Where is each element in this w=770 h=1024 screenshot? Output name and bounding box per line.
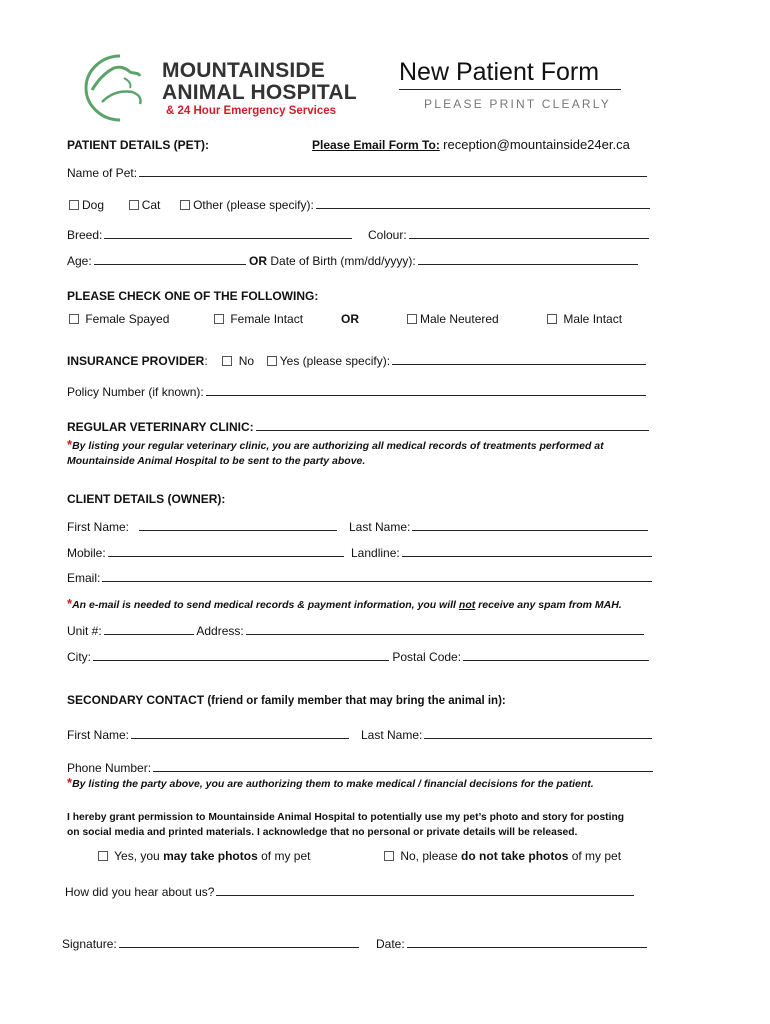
client-first-field[interactable] [139, 519, 337, 531]
insurance-label: INSURANCE PROVIDER [67, 354, 205, 368]
insurance-no-label: No [238, 354, 255, 368]
title-underline [399, 89, 621, 90]
date-label: Date: [376, 937, 405, 951]
client-email-row [67, 570, 652, 585]
photo-no-option [384, 849, 621, 863]
other-checkbox[interactable] [180, 200, 190, 210]
email-to-label: Please Email Form To: [312, 138, 440, 152]
female-intact-label: Female Intact [230, 312, 304, 326]
clinic-label: REGULAR VETERINARY CLINIC: [67, 420, 254, 434]
other-species-field[interactable] [316, 197, 650, 209]
breed-row [67, 227, 352, 242]
email-note-not: not [458, 599, 476, 611]
clinic-field[interactable] [256, 419, 649, 431]
secondary-note [67, 775, 594, 790]
address-field[interactable] [246, 623, 644, 635]
client-email-field[interactable] [102, 570, 652, 582]
logo-line3: & 24 Hour Emergency Services [166, 105, 337, 117]
date-row [376, 936, 647, 951]
photo-no-a: No, please [400, 849, 462, 863]
postal-field[interactable] [463, 649, 649, 661]
insurance-colon: : [204, 354, 208, 368]
dog-checkbox[interactable] [69, 200, 79, 210]
male-intact-label: Male Intact [563, 312, 623, 326]
mobile-label: Mobile: [67, 546, 106, 560]
pet-name-label: Name of Pet: [67, 166, 138, 180]
unit-label: Unit #: [67, 624, 102, 638]
dog-label: Dog [82, 198, 105, 212]
patient-heading: PATIENT DETAILS (PET): [67, 138, 209, 152]
hear-label: How did you hear about us? [65, 885, 215, 899]
male-neutered-label: Male Neutered [420, 312, 499, 326]
mountain-dog-icon [80, 50, 160, 125]
breed-label: Breed: [67, 228, 103, 242]
phone-field[interactable] [153, 760, 653, 772]
secondary-first-row [67, 727, 349, 742]
male-neutered-option [407, 312, 499, 326]
policy-label: Policy Number (if known): [67, 385, 204, 399]
client-last-label: Last Name: [349, 520, 411, 534]
secondary-last-row [361, 727, 652, 742]
landline-field[interactable] [402, 545, 652, 557]
unit-field[interactable] [104, 623, 194, 635]
hear-row [65, 884, 634, 899]
email-to-address[interactable]: reception@mountainside24er.ca [443, 137, 630, 152]
permission-line1: I hereby grant permission to Mountainside Animal Hospital to potentially use my pet’s photo and story for posting [67, 812, 625, 823]
other-label: Other (please specify): [193, 198, 314, 212]
sex-heading: PLEASE CHECK ONE OF THE FOLLOWING: [67, 289, 319, 303]
email-note-b: receive any spam from MAH. [475, 599, 622, 611]
city-label: City: [67, 650, 91, 664]
breed-field[interactable] [104, 227, 352, 239]
insurance-no-checkbox[interactable] [222, 356, 232, 366]
date-field[interactable] [407, 936, 647, 948]
insurance-yes-label: Yes (please specify): [279, 354, 391, 368]
mobile-row [67, 545, 344, 560]
colour-row [368, 227, 649, 242]
species-row [69, 197, 650, 212]
age-row [67, 253, 638, 268]
signature-label: Signature: [62, 937, 117, 951]
client-first-label: First Name: [67, 520, 130, 534]
page-title: New Patient Form [399, 58, 600, 86]
age-or: OR [249, 254, 268, 268]
clinic-note [67, 437, 604, 452]
client-first-row [67, 519, 337, 534]
insurance-yes-checkbox[interactable] [267, 356, 277, 366]
unit-row [67, 623, 644, 638]
policy-row [67, 384, 646, 399]
signature-row [62, 936, 359, 951]
phone-row [67, 760, 653, 775]
client-last-row [349, 519, 648, 534]
address-label: Address: [196, 624, 244, 638]
male-neutered-checkbox[interactable] [407, 314, 417, 324]
male-intact-checkbox[interactable] [547, 314, 557, 324]
secondary-heading: SECONDARY CONTACT [67, 693, 205, 707]
age-label: Age: [67, 254, 92, 268]
secondary-first-field[interactable] [131, 727, 349, 739]
secondary-note-text: By listing the party above, you are authorizing them to make medical / financial decisions for the patient. [72, 778, 594, 790]
logo-line1: MOUNTAINSIDE [162, 59, 326, 82]
email-to-row [312, 137, 630, 152]
age-field[interactable] [94, 253, 246, 265]
page-subtitle: PLEASE PRINT CLEARLY [424, 97, 611, 111]
secondary-last-field[interactable] [424, 727, 652, 739]
photo-no-c: of my pet [568, 849, 622, 863]
female-spayed-checkbox[interactable] [69, 314, 79, 324]
postal-label: Postal Code: [392, 650, 462, 664]
landline-row [351, 545, 652, 560]
client-email-label: Email: [67, 571, 101, 585]
female-intact-checkbox[interactable] [214, 314, 224, 324]
mobile-field[interactable] [108, 545, 344, 557]
female-spayed-option [69, 312, 169, 326]
secondary-heading-rest: (friend or family member that may bring the animal in): [204, 695, 506, 707]
colour-field[interactable] [409, 227, 649, 239]
female-intact-option [214, 312, 303, 326]
female-spayed-label: Female Spayed [85, 312, 170, 326]
email-note-a: An e-mail is needed to send medical records & payment information, you will [72, 599, 459, 611]
hospital-logo [80, 50, 360, 125]
pet-name-row [67, 165, 647, 180]
secondary-last-label: Last Name: [361, 728, 423, 742]
insurance-provider-field[interactable] [392, 353, 646, 365]
city-field[interactable] [93, 649, 389, 661]
photo-yes-checkbox[interactable] [98, 851, 108, 861]
photo-yes-b: may take photos [163, 849, 258, 863]
logo-line2: ANIMAL HOSPITAL [162, 81, 357, 104]
client-last-field[interactable] [412, 519, 648, 531]
signature-field[interactable] [119, 936, 359, 948]
email-note [67, 596, 622, 611]
permission-line2: on social media and printed materials. I acknowledge that no personal or private details will be released. [67, 827, 578, 838]
photo-no-checkbox[interactable] [384, 851, 394, 861]
male-intact-option [547, 312, 622, 326]
phone-label: Phone Number: [67, 761, 152, 775]
photo-no-b: do not take photos [461, 849, 569, 863]
colour-label: Colour: [368, 228, 407, 242]
pet-name-field[interactable] [139, 165, 647, 177]
clinic-note-star: * [67, 437, 73, 452]
email-note-star: * [67, 596, 73, 611]
clinic-row [67, 419, 649, 434]
dob-label: Date of Birth (mm/dd/yyyy): [270, 254, 416, 268]
client-heading: CLIENT DETAILS (OWNER): [67, 492, 226, 506]
clinic-note-line2: Mountainside Animal Hospital to be sent to the party above. [67, 455, 366, 467]
secondary-first-label: First Name: [67, 728, 130, 742]
secondary-note-star: * [67, 775, 73, 790]
secondary-heading-row [67, 693, 506, 707]
city-row [67, 649, 649, 664]
hear-field[interactable] [216, 884, 634, 896]
sex-or: OR [341, 312, 359, 326]
policy-number-field[interactable] [206, 384, 646, 396]
photo-yes-c: of my pet [257, 849, 311, 863]
cat-label: Cat [141, 198, 161, 212]
clinic-note-line1: By listing your regular veterinary clinic, you are authorizing all medical records of treatments performed at [72, 440, 604, 452]
cat-checkbox[interactable] [129, 200, 139, 210]
insurance-row [67, 353, 646, 368]
landline-label: Landline: [351, 546, 400, 560]
dob-field[interactable] [418, 253, 638, 265]
photo-yes-a: Yes, you [114, 849, 164, 863]
photo-yes-option [98, 849, 310, 863]
